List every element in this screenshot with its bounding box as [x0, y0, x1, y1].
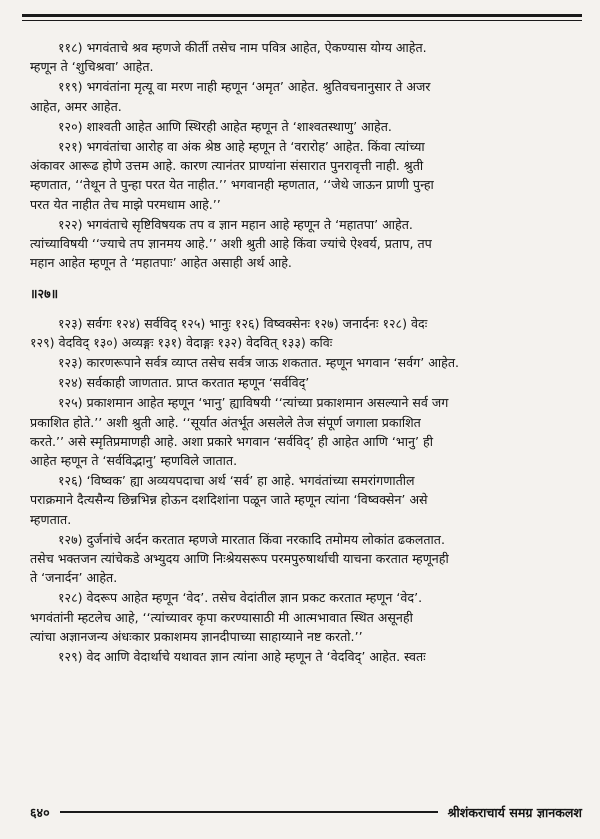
paragraph-group-2	[30, 314, 574, 667]
paragraph	[30, 38, 574, 76]
text-line: म्हणतात, ‘‘तेथून ते पुन्हा परत येत नाहीत.’’ भगवानही म्हणतात, ‘‘जेथे जाऊन प्राणी पुन्हा	[30, 177, 434, 193]
paragraph	[30, 588, 574, 646]
top-rule-thin	[22, 20, 582, 21]
text-line: १२१) भगवंतांचा आरोह वा अंक श्रेष्ठ आहे म्हणून ते ‘वरारोह’ आहेत. किंवा त्यांच्या	[58, 139, 425, 155]
text-line: त्यांच्याविषयी ‘‘ज्याचे तप ज्ञानमय आहे.’’ अशी श्रुती आहे किंवा ज्यांचे ऐश्वर्य, प्रताप, तप	[30, 236, 432, 252]
text-line: म्हणतात.	[30, 511, 72, 527]
text-line: १२३) कारणरूपाने सर्वत्र व्याप्त तसेच सर्वत्र जाऊ शकतात. म्हणून भगवान ‘सर्वग’ आहेत.	[58, 355, 460, 371]
text-line: १२७) दुर्जनांचे अर्दन करतात म्हणजे मारतात किंवा नरकादि तमोमय लोकांत ढकलतात.	[58, 531, 445, 547]
text-line: ११९) भगवंतांना मृत्यू वा मरण नाही म्हणून ‘अमृत’ आहेत. श्रुतिवचनानुसार ते अजर	[58, 79, 431, 95]
paragraph	[30, 353, 574, 372]
text-line: ते ‘जनार्दन’ आहेत.	[30, 570, 118, 586]
page-number: ६४०	[30, 804, 50, 820]
text-line: १२८) वेदरूप आहेत म्हणून ‘वेद’. तसेच वेदांतील ज्ञान प्रकट करतात म्हणून ‘वेद’.	[58, 590, 423, 606]
text-line: १२६) ‘विष्वक’ ह्या अव्ययपदाचा अर्थ ‘सर्व’ हा आहे. भगवंतांच्या समरांगणातील	[58, 473, 415, 489]
footer-rule	[60, 811, 438, 813]
text-line: आहेत म्हणून ते ‘सर्वविद्भानु’ म्हणविले जातात.	[30, 453, 238, 469]
text-line: १२२) भगवंताचे सृष्टिविषयक तप व ज्ञान महान आहे म्हणून ते ‘महातपा’ आहेत.	[58, 216, 413, 232]
text-line: महान आहेत म्हणून ते ‘महातपाः’ आहेत असाही अर्थ आहे.	[30, 255, 292, 271]
text-line: आहेत, अमर आहेत.	[30, 98, 122, 114]
paragraph	[30, 117, 574, 136]
text-line: १२३) सर्वगः १२४) सर्वविद् १२५) भानुः १२६) विष्वक्सेनः १२७) जनार्दनः १२८) वेदः	[58, 315, 428, 331]
paragraph	[30, 393, 574, 470]
page-footer	[30, 800, 582, 824]
paragraph	[30, 314, 574, 352]
text-line: प्रकाशित होते.’’ अशी श्रुती आहे. ‘‘सूर्यात अंतर्भूत असलेले तेज संपूर्ण जगाला प्रकाशित	[30, 414, 421, 430]
paragraph	[30, 215, 574, 273]
text-line: १२९) वेद आणि वेदार्थाचे यथावत ज्ञान त्यांना आहे म्हणून ते ‘वेदविद्’ आहेत. स्वतः	[58, 649, 426, 665]
paragraph	[30, 530, 574, 588]
text-line: तसेच भक्तजन त्यांचेकडे अभ्युदय आणि निःश्रेयसरूप परमपुरुषार्थाची याचना करतात म्हणूनही	[30, 551, 449, 567]
paragraph	[30, 373, 574, 392]
page-body	[30, 38, 574, 667]
top-rule	[22, 14, 582, 17]
book-title: श्रीशंकराचार्य समग्र ज्ञानकलश	[447, 804, 582, 820]
text-line: ११८) भगवंताचे श्रव म्हणजे कीर्ती तसेच नाम पवित्र आहेत, ऐकण्यास योग्य आहेत.	[58, 40, 427, 55]
text-line: त्यांचा अज्ञानजन्य अंधःकार प्रकाशमय ज्ञानदीपाच्या साहाय्याने नष्ट करतो.’’	[30, 628, 363, 644]
section-heading: ॥२७॥	[30, 286, 59, 302]
paragraph	[30, 471, 574, 529]
paragraph	[30, 77, 574, 115]
text-line: भगवंतांनी म्हटलेच आहे, ‘‘त्यांच्यावर कृपा करण्यासाठी मी आत्मभावात स्थित असूनही	[30, 609, 413, 625]
text-line: १२४) सर्वकाही जाणतात. प्राप्त करतात म्हणून ‘सर्वविद्’	[58, 375, 310, 391]
text-line: म्हणून ते ‘शुचिश्रवा’ आहेत.	[30, 59, 154, 75]
text-line: अंकावर आरूढ होणे उत्तम आहे. कारण त्यानंतर प्राण्यांना संसारात पुनरावृत्ती नाही. श्रुती	[30, 158, 424, 174]
paragraph	[30, 647, 574, 666]
text-line: १२९) वेदविद् १३०) अव्यङ्गः १३१) वेदाङ्गः १३२) वेदवित् १३३) कविः	[30, 334, 333, 350]
paragraph-group-1	[30, 38, 574, 272]
paragraph	[30, 137, 574, 214]
text-line: परत येत नाहीत तेच माझे परमधाम आहे.’’	[30, 196, 221, 212]
text-line: करते.’’ असे स्मृतिप्रमाणही आहे. अशा प्रकारे भगवान ‘सर्वविद्’ ही आहेत आणि ‘भानु’ ही	[30, 433, 433, 449]
text-line: पराक्रमाने दैत्यसैन्य छिन्नभिन्न होऊन दशदिशांना पळून जाते म्हणून त्यांना ‘विष्वक्सेन’ असे	[30, 492, 428, 508]
text-line: १२०) शाश्वती आहेत आणि स्थिरही आहेत म्हणून ते ‘शाश्वतस्थाणु’ आहेत.	[58, 118, 392, 134]
text-line: १२५) प्रकाशमान आहेत म्हणून ‘भानु’ ह्याविषयी ‘‘त्यांच्या प्रकाशमान असल्याने सर्व जग	[58, 395, 449, 411]
